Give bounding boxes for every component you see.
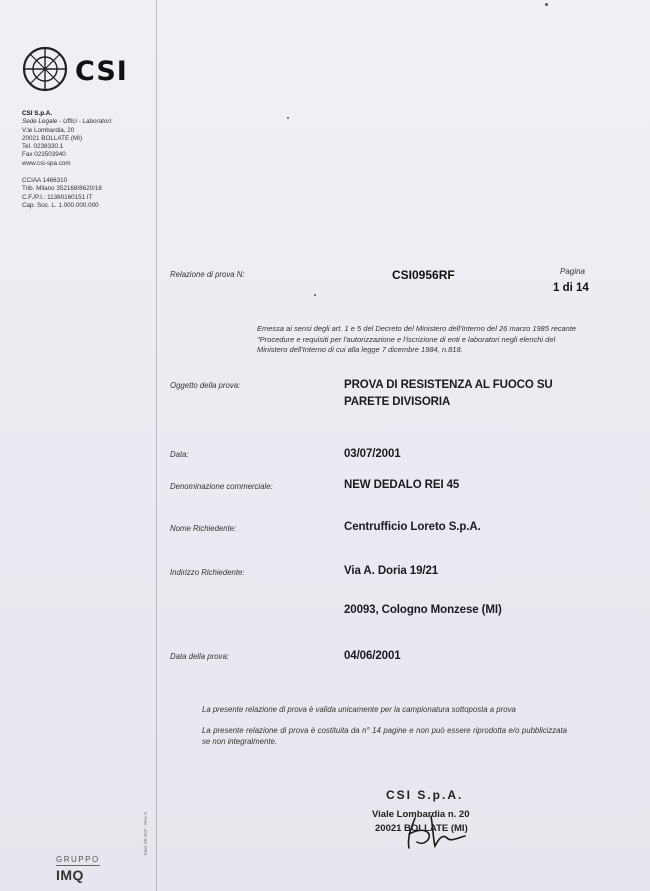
- company-street: V.le Lombardia, 20: [22, 126, 75, 134]
- company-web: www.csi-spa.com: [22, 159, 71, 167]
- csi-globe-logo-icon: [22, 46, 68, 92]
- group-label: GRUPPO: [56, 855, 100, 864]
- company-city: 20021 BOLLATE (MI): [22, 134, 83, 142]
- company-info: [22, 110, 113, 168]
- indirizzo-label: Indirizzo Richiedente:: [170, 568, 245, 577]
- denominazione-value: NEW DEDALO REI 45: [344, 479, 460, 491]
- denominazione-label: Denominazione commerciale:: [170, 482, 273, 491]
- signature-icon: [395, 808, 475, 853]
- richiedente-label: Nome Richiedente:: [170, 524, 237, 533]
- group-divider: [56, 865, 100, 866]
- report-number-label: Relazione di prova N:: [170, 270, 245, 279]
- stamp-company-name: CSI S.p.A.: [386, 788, 464, 802]
- data-label: Data:: [170, 450, 189, 459]
- pages-note: La presente relazione di prova è costituita da n° 14 pagine e non può essere riprodotta e/o pubblicizzata se non integralmente.: [202, 726, 567, 746]
- company-registration: [22, 177, 102, 210]
- oggetto-label: Oggetto della prova:: [170, 381, 241, 390]
- reg-trib: Trib. Milano 352168/8620/18: [22, 185, 102, 193]
- scan-speck: [545, 3, 548, 6]
- column-divider: [156, 0, 157, 891]
- company-tel: Tel. 0238330.1: [22, 143, 64, 151]
- reg-cciaa: CCIAA 1466310: [22, 177, 68, 184]
- stamp-address-street: Viale Lombardia n. 20: [372, 809, 470, 820]
- report-number: CSI0956RF: [392, 268, 455, 282]
- oggetto-value-line1: PROVA DI RESISTENZA AL FUOCO SU: [344, 379, 553, 391]
- company-fax: Fax 023503940: [22, 151, 66, 159]
- reg-cf: C.F./P.I.: 11360160151 IT: [22, 193, 93, 201]
- stamp-address-city: 20021 BOLLATE (MI): [375, 823, 468, 834]
- indirizzo-value-line1: Via A. Doria 19/21: [344, 565, 439, 577]
- data-prova-value: 04/06/2001: [344, 650, 401, 662]
- group-name: IMQ: [56, 867, 84, 883]
- indirizzo-value-line2: 20093, Cologno Monzese (MI): [344, 604, 502, 616]
- data-prova-label: Data della prova:: [170, 652, 229, 661]
- page-value: 1 di 14: [553, 282, 589, 294]
- scan-speck: [287, 117, 289, 119]
- validity-note: La presente relazione di prova è valida unicamente per la campionatura sottoposta a prova: [202, 705, 516, 714]
- brand-name: CSI: [75, 56, 128, 87]
- company-name: CSI S.p.A.: [22, 110, 53, 117]
- reg-cap: Cap. Soc. L. 1.000.000.000: [22, 201, 99, 209]
- data-value: 03/07/2001: [344, 448, 401, 460]
- company-sede: Sede Legale - Uffici - Laboratori:: [22, 118, 113, 126]
- form-code: Mod. 80 4/07 - Rev. 0: [143, 812, 148, 855]
- scan-speck: [314, 294, 316, 296]
- issuance-statement: Emessa ai sensi degli art. 1 e 5 del Decreto del Ministero dell'Interno del 26 marzo 1985 recante "Procedure e requisiti per l'autorizzazione e l'iscrizione di enti e laboratori negli elenchi del Ministero dell'Interno di cui alla legge 7 dicembre 1984, n.818.: [257, 324, 577, 354]
- oggetto-value-line2: PARETE DIVISORIA: [344, 396, 451, 408]
- page-label: Pagina: [560, 267, 585, 276]
- richiedente-value: Centrufficio Loreto S.p.A.: [344, 521, 481, 533]
